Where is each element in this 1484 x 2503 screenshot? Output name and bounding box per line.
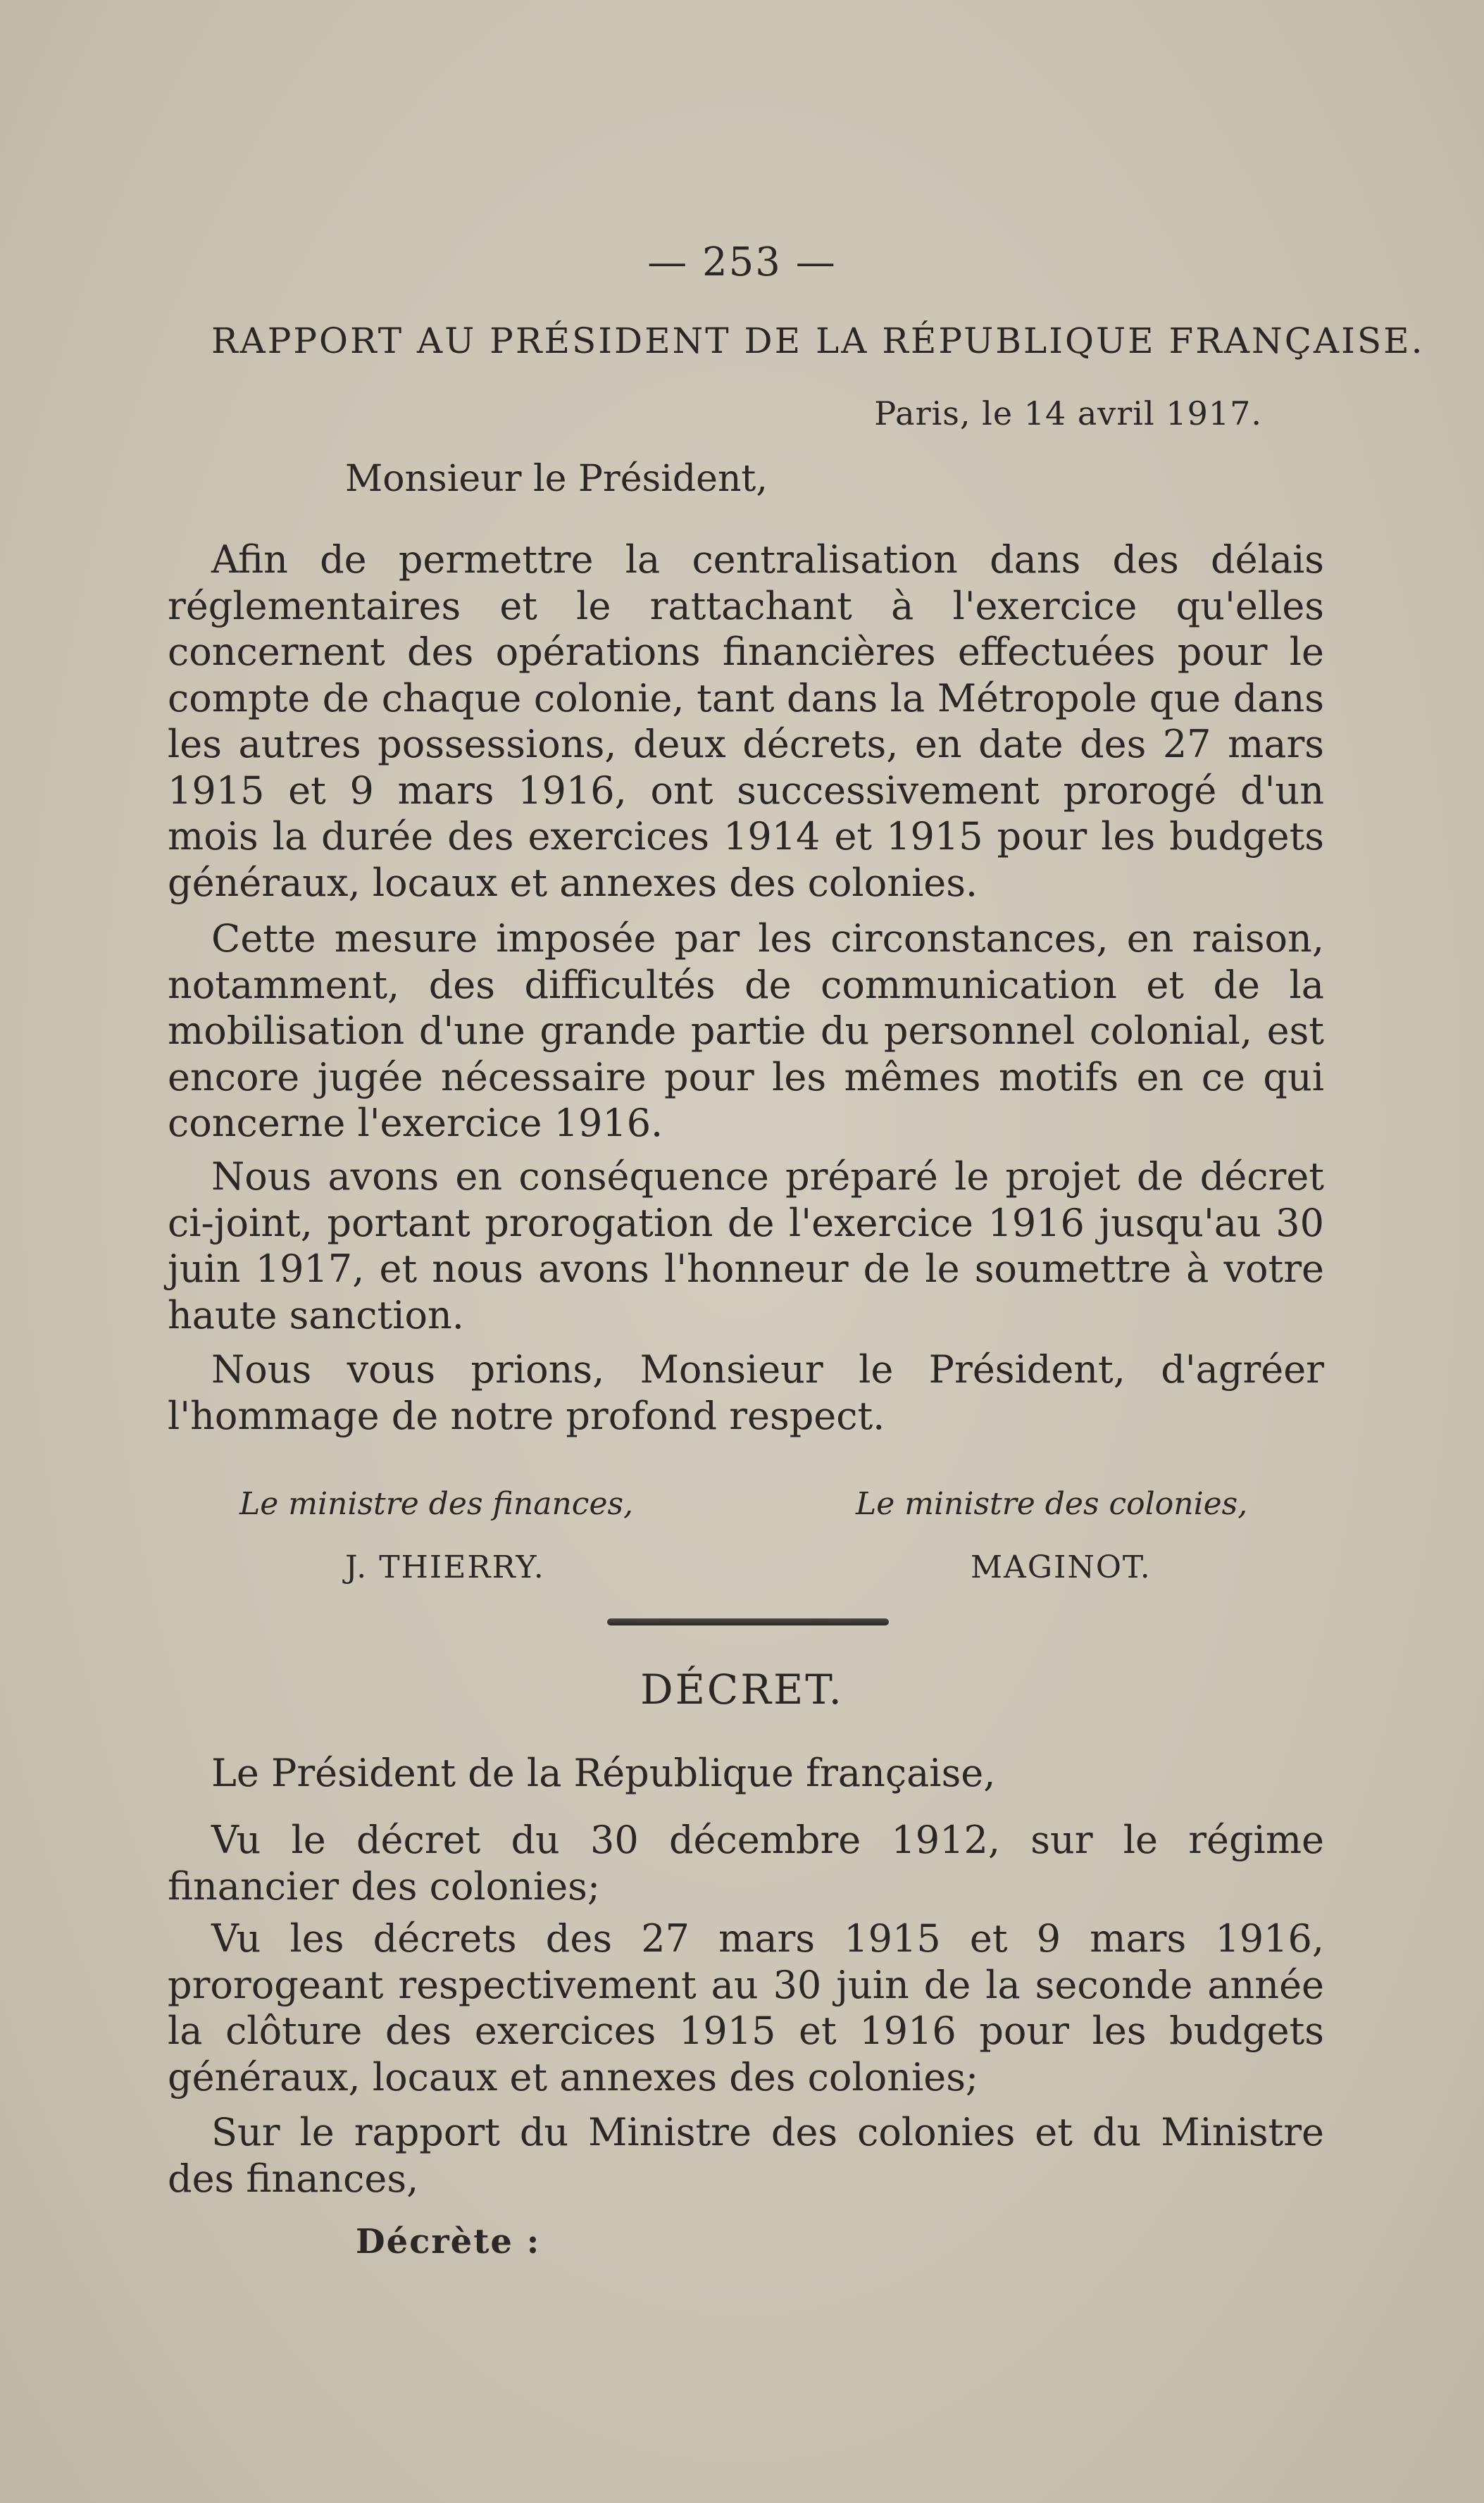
page-number: — 253 — xyxy=(647,239,837,285)
signature-name-thierry: J. THIERRY. xyxy=(345,1549,545,1585)
report-paragraph-1: Afin de permettre la centralisation dans des délais réglementaires et le rattachant à l'exercice qu'elles concernent des opérations financières effectuées pour le compte de chaque colonie, tant dans la Métropole que dans les autres possessions, deux décrets, en date des 27 mars 1915 et 9 mars 1916, ont successivement prorogé d'un mois la durée des exercices 1914 et 1915 pour les budgets généraux, locaux et annexes des colonies. xyxy=(168,537,1324,905)
section-divider xyxy=(607,1618,889,1625)
signature-role-finances: Le ministre des finances, xyxy=(239,1486,634,1522)
decree-heading: DÉCRET. xyxy=(640,1666,844,1714)
decrete-label: Décrète : xyxy=(356,2222,541,2261)
report-paragraph-2: Cette mesure imposée par les circonstances, en raison, notamment, des difficultés de communication et de la mobilisation d'une grande partie du personnel colonial, est encore jugée nécessaire pour les mêmes motifs en ce qui concerne l'exercice 1916. xyxy=(168,916,1324,1145)
salutation: Monsieur le Président, xyxy=(345,458,768,500)
decree-paragraph-3: Vu les décrets des 27 mars 1915 et 9 mars 1916, prorogeant respectivement au 30 juin de la seconde année la clôture des exercices 1915 et 1916 pour les budgets généraux, locaux et annexes des colonies; xyxy=(168,1916,1324,2099)
report-title: RAPPORT AU PRÉSIDENT DE LA RÉPUBLIQUE FRANÇAISE. xyxy=(211,320,1425,361)
report-paragraph-4: Nous vous prions, Monsieur le Président, d'agréer l'hommage de notre profond respect. xyxy=(168,1347,1324,1438)
report-paragraph-3: Nous avons en conséquence préparé le projet de décret ci-joint, portant prorogation de l'exercice 1916 jusqu'au 30 juin 1917, et nous avons l'honneur de le soumettre à votre haute sanction. xyxy=(168,1154,1324,1337)
signature-name-maginot: MAGINOT. xyxy=(971,1549,1152,1585)
signature-role-colonies: Le ministre des colonies, xyxy=(856,1486,1248,1522)
decree-paragraph-1: Le Président de la République française, xyxy=(211,1751,996,1795)
decree-paragraph-2: Vu le décret du 30 décembre 1912, sur le régime financier des colonies; xyxy=(168,1818,1324,1909)
dateline: Paris, le 14 avril 1917. xyxy=(874,394,1262,432)
decree-paragraph-4: Sur le rapport du Ministre des colonies et du Ministre des finances, xyxy=(168,2110,1324,2201)
